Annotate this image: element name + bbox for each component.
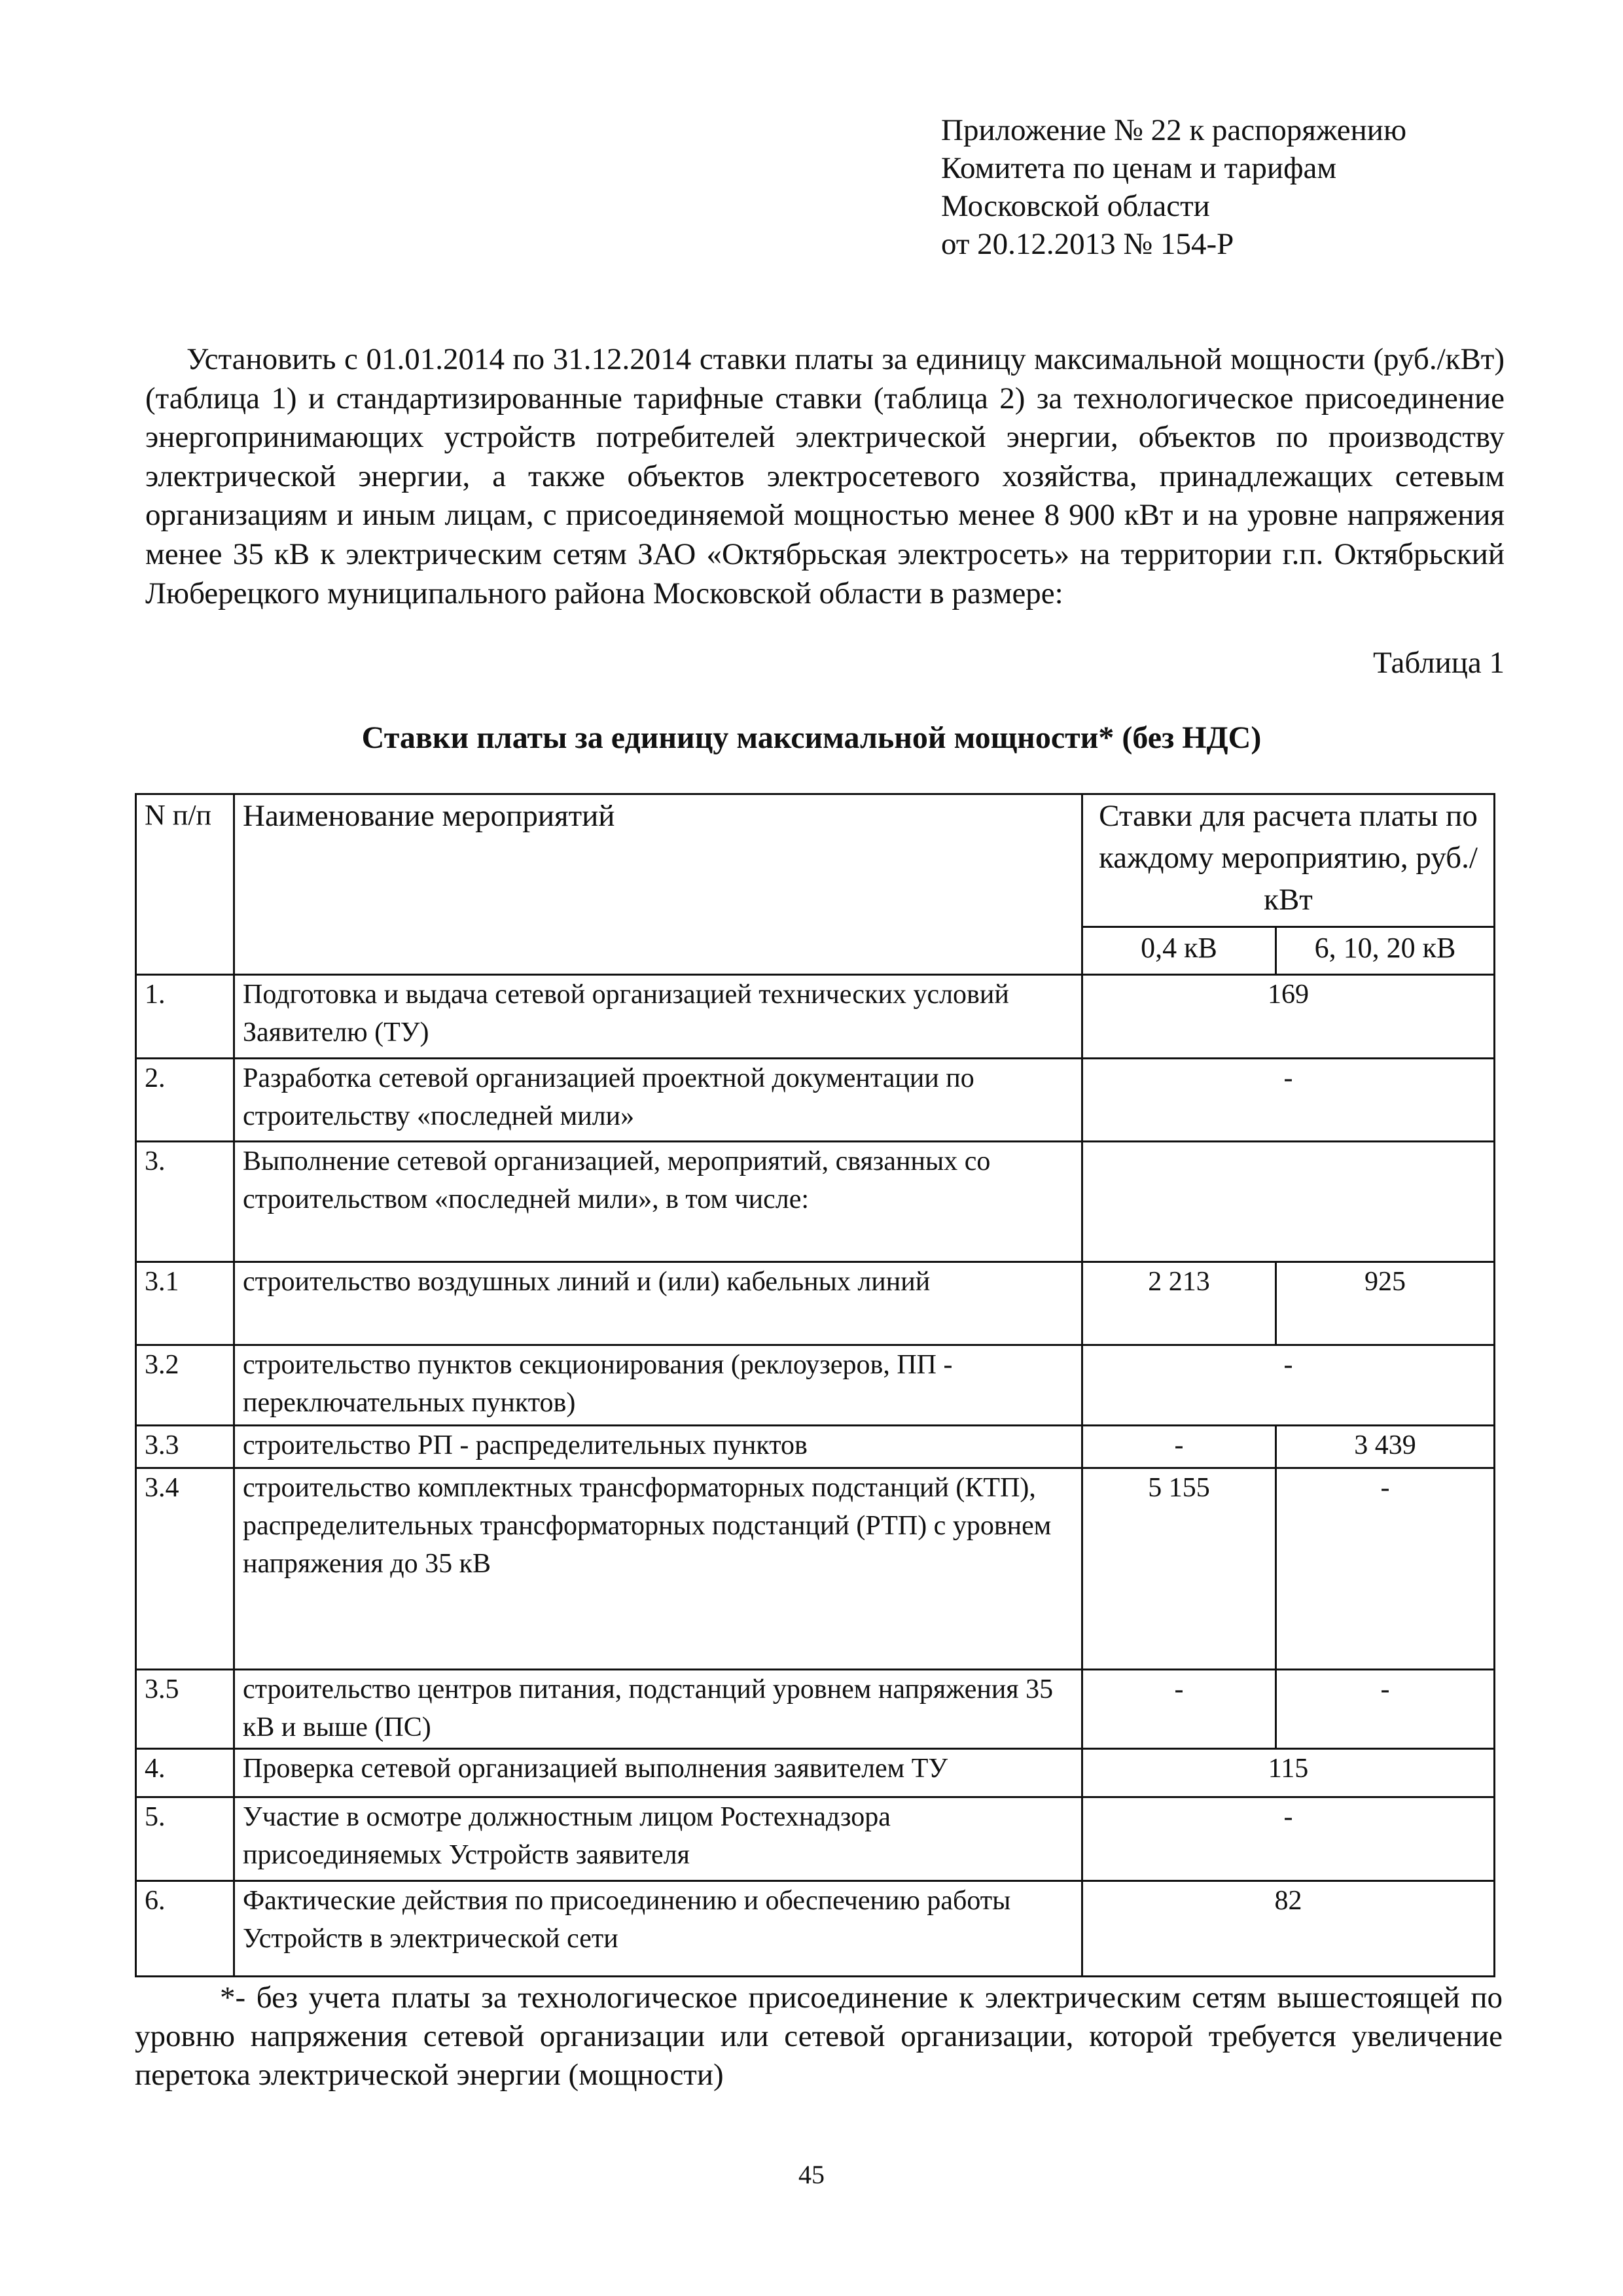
header-rates: Ставки для расчета платы по каждому мероприятию, руб./кВт [1082,794,1495,927]
header-line-date: от 20.12.2013 № 154-Р [941,227,1234,261]
table-title: Ставки платы за единицу максимальной мощности* (без НДС) [361,720,1262,755]
row-name: строительство комплектных трансформаторных подстанций (КТП), распределительных трансформаторных подстанций (РТП) с уровнем напряжения до 35 кВ [234,1468,1082,1670]
row-number: 6. [136,1881,234,1977]
row-value-high: - [1276,1468,1495,1670]
row-number: 4. [136,1749,234,1797]
header-number: N п/п [136,794,234,975]
table-row [136,975,1495,1059]
row-value: - [1082,1059,1495,1142]
table-row [136,1059,1495,1142]
row-name: Фактические действия по присоединению и обеспечению работы Устройств в электрической сети [234,1881,1082,1977]
page-number: 45 [798,2160,825,2189]
table-row [136,1749,1495,1797]
row-value: - [1082,1797,1495,1881]
row-name: Разработка сетевой организацией проектной документации по строительству «последней мили» [234,1059,1082,1142]
row-value: 169 [1082,975,1495,1059]
table-row [136,1142,1495,1262]
row-value [1082,1142,1495,1262]
row-name: строительство воздушных линий и (или) кабельных линий [234,1262,1082,1345]
row-name: строительство пунктов секционирования (реклоузеров, ПП - переключательных пунктов) [234,1345,1082,1426]
rates-table [135,793,1495,1977]
header-voltage-low: 0,4 кВ [1082,927,1276,975]
row-value: 115 [1082,1749,1495,1797]
footnote: *- без учета платы за технологическое присоединение к электрическим сетям вышестоящей по уровню напряжения сетевой организации или сетевой организации, которой требуется увеличение перетока электрической энергии (мощности) [135,1981,1503,2092]
table-row [136,1468,1495,1670]
row-name: Участие в осмотре должностным лицом Ростехнадзора присоединяемых Устройств заявителя [234,1797,1082,1881]
table-row [136,1262,1495,1345]
intro-paragraph: Установить с 01.01.2014 по 31.12.2014 ставки платы за единицу максимальной мощности (руб./кВт) (таблица 1) и стандартизированные тарифные ставки (таблица 2) за технологическое присоединение энергопринимающих устройств потребителей электрической энергии, объектов по производству электрической энергии, а также объектов электросетевого хозяйства, принадлежащих сетевым организациям и иным лицам, с присоединяемой мощностью менее 8 900 кВт и на уровне напряжения менее 35 кВ к электрическим сетям ЗАО «Октябрьская электросеть» на территории г.п. Октябрьский Люберецкого муниципального района Московской области в размере: [145,342,1505,610]
table-row [136,1881,1495,1977]
row-value-low: - [1082,1426,1276,1468]
row-number: 5. [136,1797,234,1881]
row-name: строительство РП - распределительных пунктов [234,1426,1082,1468]
table-row [136,1345,1495,1426]
row-name: Выполнение сетевой организацией, мероприятий, связанных со строительством «последней мили», в том числе: [234,1142,1082,1262]
header-line-committee: Комитета по ценам и тарифам [941,151,1337,185]
header-line-appendix: Приложение № 22 к распоряжению [941,113,1407,147]
row-number: 1. [136,975,234,1059]
row-name: Подготовка и выдача сетевой организацией технических условий Заявителю (ТУ) [234,975,1082,1059]
row-name: Проверка сетевой организацией выполнения заявителем ТУ [234,1749,1082,1797]
header-name: Наименование мероприятий [234,794,1082,975]
row-number: 3.3 [136,1426,234,1468]
row-value-low: - [1082,1670,1276,1749]
table-header-row [136,794,1495,927]
row-number: 3.1 [136,1262,234,1345]
table-row [136,1426,1495,1468]
table-row [136,1797,1495,1881]
row-value: - [1082,1345,1495,1426]
row-number: 3.4 [136,1468,234,1670]
row-number: 3.2 [136,1345,234,1426]
table-row [136,1670,1495,1749]
table-label: Таблица 1 [1372,646,1505,680]
row-value-low: 2 213 [1082,1262,1276,1345]
header-line-region: Московской области [941,189,1210,223]
row-value-high: 925 [1276,1262,1495,1345]
row-number: 3.5 [136,1670,234,1749]
row-number: 3. [136,1142,234,1262]
row-value: 82 [1082,1881,1495,1977]
header-voltage-high: 6, 10, 20 кВ [1276,927,1495,975]
row-value-low: 5 155 [1082,1468,1276,1670]
row-value-high: - [1276,1670,1495,1749]
row-name: строительство центров питания, подстанций уровнем напряжения 35 кВ и выше (ПС) [234,1670,1082,1749]
row-value-high: 3 439 [1276,1426,1495,1468]
row-number: 2. [136,1059,234,1142]
document-header [941,111,1406,263]
